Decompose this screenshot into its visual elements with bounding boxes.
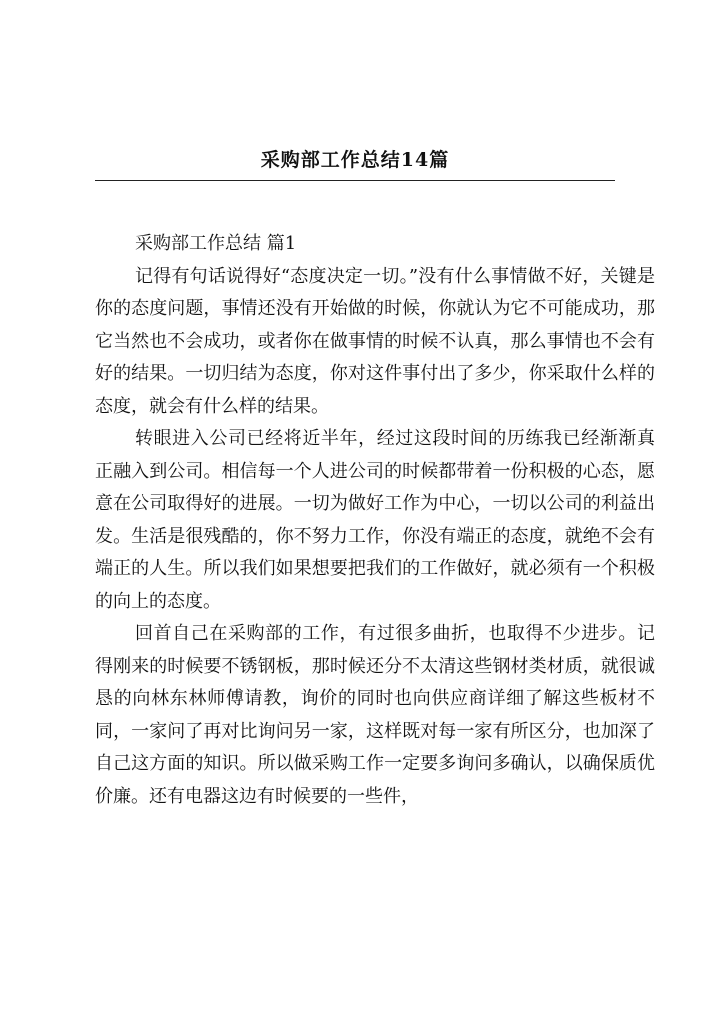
paragraph-1: 记得有句话说得好“态度决定一切。”没有什么事情做不好，关键是你的态度问题，事情还没有开始做的时候，你就认为它不可能成功，那它当然也不会成功，或者你在做事情的时候不认真，那么事情也不会有好的结果。一切归结为态度，你对这件事付出了多少，你采取什么样的态度，就会有什么样的结果。 — [95, 265, 655, 417]
document-title: 采购部工作总结14篇 — [260, 149, 450, 171]
title-divider — [95, 180, 615, 181]
paragraph-3: 回首自己在采购部的工作，有过很多曲折，也取得不少进步。记得刚来的时候要不锈钢板，那时候还分不太清这些钢材类材质，就很诚恳的向林东林师傅请教，询价的同时也向供应商详细了解这些板材不同，一家问了再对比询问另一家，这样既对每一家有所区分，也加深了自己这方面的知识。所以做采购工作一定要多询问多确认，以确保质优价廉。还有电器这边有时候要的一些件， — [95, 623, 655, 807]
section-heading: 采购部工作总结 篇1 — [135, 233, 297, 254]
document-body — [95, 228, 655, 813]
paragraph-2: 转眼进入公司已经将近半年，经过这段时间的历练我已经渐渐真正融入到公司。相信每一个人进公司的时候都带着一份积极的心态，愿意在公司取得好的进展。一切为做好工作为中心，一切以公司的利益出发。生活是很残酷的，你不努力工作，你没有端正的态度，就绝不会有端正的人生。所以我们如果想要把我们的工作做好，就必须有一个积极的向上的态度。 — [95, 428, 655, 612]
